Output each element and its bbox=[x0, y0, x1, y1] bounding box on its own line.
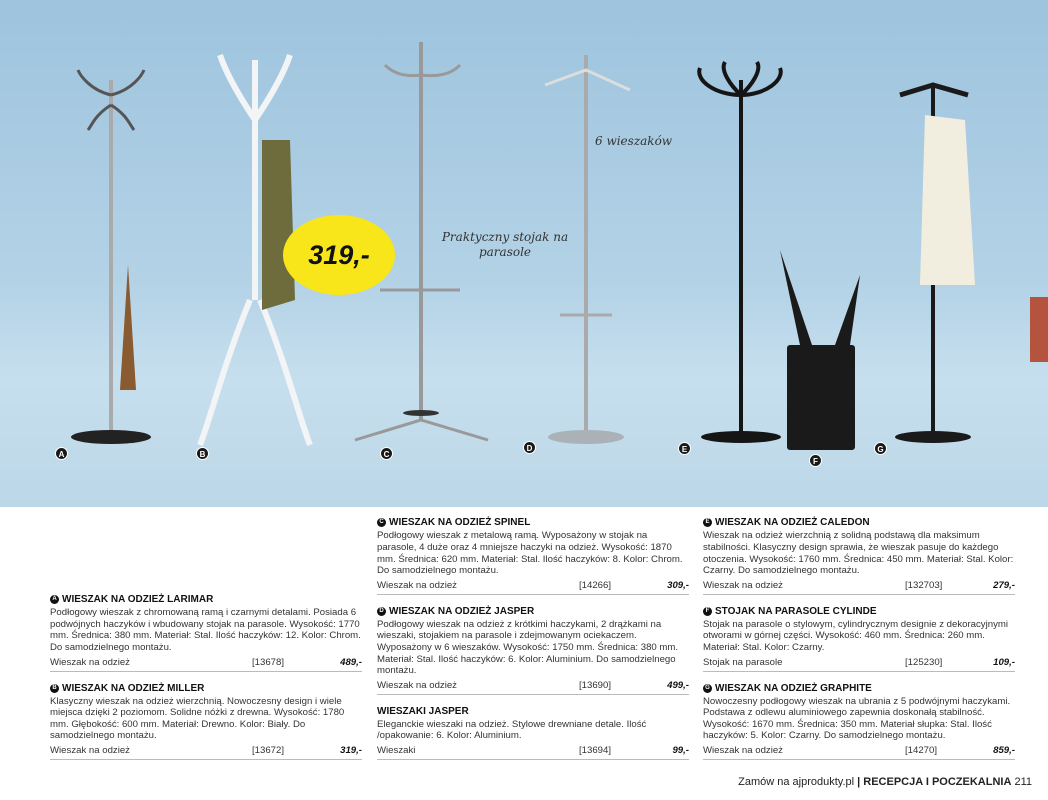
price-row bbox=[50, 654, 362, 672]
footer-separator: | bbox=[857, 776, 861, 788]
product-title: WIESZAK NA ODZIEŻ MILLER bbox=[62, 682, 205, 694]
price: 319,- bbox=[340, 745, 362, 756]
section-name: RECEPCJA I POCZEKALNIA bbox=[863, 776, 1012, 788]
product-title: WIESZAK NA ODZIEŻ LARIMAR bbox=[62, 594, 214, 606]
product-description: Wieszak na odzież wierzchnią z solidną podstawą dla maksimum stabilności. Klasyczny design sprawia, że wieszak pasuje do każdego otoczenia. Wysokość: 1760 mm. Średnica: 450 mm. Materiał: Stal. Kolor: Czarny. Do samodzielnego montażu. bbox=[703, 530, 1014, 577]
product-title-row bbox=[703, 682, 1015, 695]
marker-g: G bbox=[874, 442, 887, 455]
product-title: WIESZAK NA ODZIEŻ GRAPHITE bbox=[715, 682, 872, 694]
hangers-note: 6 wieszaków bbox=[595, 134, 673, 148]
product-letter-marker: B bbox=[50, 684, 59, 693]
product-letter-marker: E bbox=[703, 518, 712, 527]
price: 859,- bbox=[993, 745, 1015, 756]
price-badge: 319,- bbox=[283, 215, 395, 295]
stand-a bbox=[71, 70, 151, 444]
product-item bbox=[703, 516, 1015, 594]
footer bbox=[738, 776, 1032, 788]
product-code: [132703] bbox=[905, 579, 943, 591]
product-code: [13672] bbox=[252, 745, 285, 756]
product-code: [13678] bbox=[252, 656, 285, 668]
price-row bbox=[377, 577, 689, 595]
page-number: 211 bbox=[1014, 776, 1032, 788]
marker-d: D bbox=[523, 441, 536, 454]
order-link[interactable]: Zamów na ajprodukty.pl bbox=[738, 776, 855, 788]
product-description: Podłogowy wieszak z metalową ramą. Wyposażony w stojak na parasole, 4 duże oraz 4 mniejsze haczyki na odzież. Wysokość: 1870 mm. Średnica: 620 mm. Materiał: Stal. Ilość haczyków: 8. Kolor: Chrom. Do samodzielnego montażu. bbox=[377, 530, 683, 577]
product-description: Stojak na parasole o stylowym, cylindrycznym designie z dekoracyjnymi otworami w górnej części. Wysokość: 460 mm. Średnica: 260 mm. Materiał: Stal. Kolor: Czarny. bbox=[703, 618, 1008, 654]
variant-label: Wieszak na odzież bbox=[703, 745, 783, 756]
price: 99,- bbox=[672, 745, 689, 756]
product-column bbox=[377, 510, 689, 760]
price: 499,- bbox=[667, 679, 689, 691]
product-code: [125230] bbox=[905, 656, 943, 668]
price-row bbox=[703, 654, 1015, 672]
product-description: Podłogowy wieszak na odzież z krótkimi haczykami, 2 drążkami na wieszaki, stojakiem na parasole i zdejmowanym ociekaczem. Wyposażony w 6 wieszaków. Wysokość: 1750 mm. Średnica: 380 mm. Materiał: Stal. Ilość haczyków: 6. Kolor: Aluminium. Do samodzielnego montażu. bbox=[377, 618, 679, 677]
product-code: [13694] bbox=[579, 745, 612, 756]
product-title: STOJAK NA PARASOLE CYLINDE bbox=[715, 605, 877, 617]
product-title: WIESZAK NA ODZIEŻ CALEDON bbox=[715, 517, 870, 529]
product-title-row bbox=[703, 605, 1015, 618]
product-title-row bbox=[50, 593, 362, 606]
product-item bbox=[377, 605, 689, 695]
product-letter-marker: A bbox=[50, 595, 59, 604]
variant-label: Wieszak na odzież bbox=[50, 745, 130, 756]
product-item bbox=[703, 682, 1015, 760]
price: 109,- bbox=[993, 656, 1015, 668]
product-title: WIESZAKI JASPER bbox=[377, 705, 469, 717]
product-description: Eleganckie wieszaki na odzież. Stylowe drewniane detale. Ilość /opakowanie: 6. Kolor: Aluminium. bbox=[377, 718, 647, 742]
price-row bbox=[703, 742, 1015, 760]
product-item bbox=[50, 593, 362, 671]
product-column bbox=[50, 510, 362, 760]
product-item bbox=[703, 605, 1015, 672]
product-letter-marker: D bbox=[377, 607, 386, 616]
price: 279,- bbox=[993, 579, 1015, 591]
variant-label: Wieszak na odzież bbox=[377, 679, 457, 691]
umbrella-stand-note: Praktyczny stojak na parasole bbox=[441, 230, 569, 259]
product-title: WIESZAK NA ODZIEŻ JASPER bbox=[389, 605, 535, 617]
variant-label: Wieszaki bbox=[377, 745, 416, 756]
variant-label: Stojak na parasole bbox=[703, 656, 783, 668]
variant-label: Wieszak na odzież bbox=[377, 579, 457, 591]
price-row bbox=[377, 677, 689, 695]
section-tab bbox=[1030, 297, 1048, 362]
product-title-row bbox=[377, 605, 689, 618]
product-title-row bbox=[703, 516, 1015, 529]
stand-g bbox=[895, 85, 975, 443]
product-description: Klasyczny wieszak na odzież wierzchnią. Nowoczesny design i wiele miejsca dzięki 2 poziomom. Solidne nóżki z drewna. Wysokość: 1780 mm. Głębokość: 600 mm. Materiał: Drewno. Kolor: Biały. Do samodzielnego montażu. bbox=[50, 695, 345, 742]
product-code: [14270] bbox=[905, 745, 938, 756]
marker-c: C bbox=[380, 447, 393, 460]
price: 489,- bbox=[340, 656, 362, 668]
price: 309,- bbox=[667, 579, 689, 591]
product-description: Nowoczesny podłogowy wieszak na ubrania z 5 podwójnymi haczykami. Podstawa z odlewu aluminiowego zapewnia doskonałą stabilność. Wysokość: 1670 mm. Średnica: 350 mm. Materiał słupka: Stal. Ilość haczyków: 5. Kolor: Czarny. Do samodzielnego montażu. bbox=[703, 695, 1011, 742]
stand-f bbox=[780, 250, 860, 450]
product-column bbox=[703, 510, 1015, 760]
marker-b: B bbox=[196, 447, 209, 460]
product-code: [13690] bbox=[579, 679, 612, 691]
product-title: WIESZAK NA ODZIEŻ SPINEL bbox=[389, 517, 531, 529]
price-row bbox=[377, 742, 689, 760]
product-item bbox=[377, 516, 689, 594]
product-code: [14266] bbox=[579, 579, 612, 591]
product-letter-marker: C bbox=[377, 518, 386, 527]
product-title-row bbox=[377, 516, 689, 529]
price-row bbox=[50, 742, 362, 760]
product-title-row bbox=[50, 682, 362, 695]
product-item bbox=[50, 682, 362, 760]
product-item bbox=[377, 705, 689, 760]
product-title-row bbox=[377, 705, 689, 718]
stand-e bbox=[699, 62, 781, 443]
marker-a: A bbox=[55, 447, 68, 460]
price-row bbox=[703, 577, 1015, 595]
variant-label: Wieszak na odzież bbox=[50, 656, 130, 668]
product-letter-marker: G bbox=[703, 684, 712, 693]
marker-e: E bbox=[678, 442, 691, 455]
product-letter-marker: F bbox=[703, 607, 712, 616]
product-description: Podłogowy wieszak z chromowaną ramą i czarnymi detalami. Posiada 6 podwójnych haczyków i wbudowany stojak na parasole. Wysokość: 1770 mm. Średnica: 380 mm. Materiał: Stal. Ilość haczyków: 12. Kolor: Chrom. Do samodzielnego montażu. bbox=[50, 607, 361, 654]
marker-f: F bbox=[809, 454, 822, 467]
variant-label: Wieszak na odzież bbox=[703, 579, 783, 591]
